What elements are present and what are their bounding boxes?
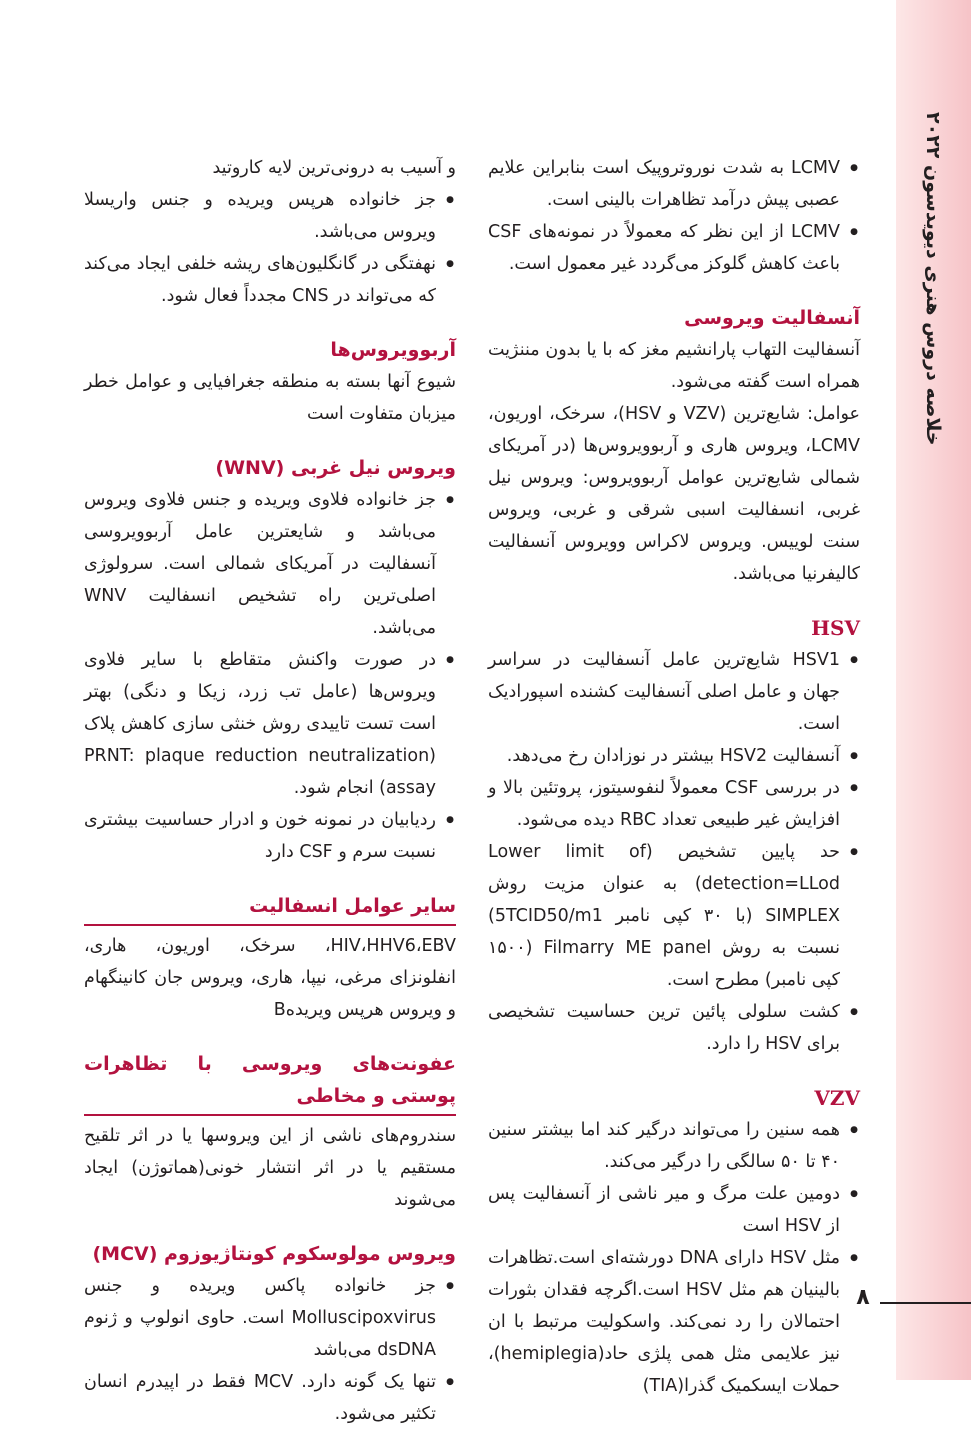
list-item: ● در بررسی CSF معمولاً لنفوسیتوز، پروتئین بالا و افزایش غیر طبیعی تعداد RBC دیده می‌شود. [488,772,860,836]
paragraph: HIV،HHV6،EBV، سرخک، اوریون، هاری، انفلونزای مرغی، نیپا، هاری، ویروس جان کانینگهام و ویروس هرپس ویریده‌B [84,936,456,1020]
paragraph: آنسفالیت التهاب پارانشیم مغز که با یا بدون مننژیت همراه است گفته می‌شود. [488,340,860,392]
mcv-bullets [84,1270,456,1430]
intro-bullets [488,152,860,280]
list-item: ● آنسفالیت HSV2 بیشتر در نوزادان رخ می‌دهد. [488,740,860,772]
heading-vzv: VZV [814,1086,860,1110]
page-number: ۸ [856,1285,870,1310]
hsv-bullets [488,644,860,1060]
page-number-rule [880,1302,971,1304]
herpes-bullets [84,184,456,312]
left-column [84,152,456,1430]
list-item: ● دومین علت مرگ و میر ناشی از آنسفالیت پس از HSV است [488,1178,860,1242]
heading-wnv: ویروس نیل غربی (WNV) [215,457,456,479]
list-item: ● جز خانواده پاکس ویریده و جنس Molluscipoxvirus است. حاوی انولوپ و ژنوم dsDNA می‌باشد [84,1270,456,1366]
list-item: ● LCMV به شدت نوروتروپیک است بنابراین علایم عصبی پیش درآمد تظاهرات بالینی است. [488,152,860,216]
list-item: ● مثل HSV دارای DNA دورشته‌ای است.تظاهرات بالینیان هم مثل HSV است.اگرچه فقدان بثورات احتمالان را رد نمی‌کند. واسکولیت مرتبط با ان نیز علایمی مثل همی پلژی حاد(hemiplegia)، حملات ایسکمیک گذرا(TIA) [488,1242,860,1402]
book-title: خلاصه دروس هنری دیویدسون ۲۰۲۲ [922,111,944,445]
wnv-bullets [84,484,456,868]
heading-arboviruses: آربوویروس‌ها [330,339,456,361]
heading-viral-encephalitis: آنسفالیت ویروسی [684,307,860,329]
continuation-text: و آسیب به درونی‌ترین لایه کاروتید [212,158,456,178]
paragraph: سندروم‌های ناشی از این ویروسها یا در اثر تلقیح مستقیم یا در اثر انتشار خونی(هماتوژن) ایجاد می‌شوند [84,1126,456,1210]
list-item: ● کشت سلولی پائین ترین حساسیت تشخیصی برای HSV را دارد. [488,996,860,1060]
list-item: ● نهفتگی در گانگلیون‌های ریشه خلفی ایجاد می‌کند که می‌تواند در CNS مجدداً فعال شود. [84,248,456,312]
list-item: ● حد پایین تشخیص (Lower limit of detection=LLod) به عنوان مزیت روش SIMPLEX (با ۳۰ کپی نامبر 5TCID50/m1) نسبت به روش Filmarry ME panel (۱۵۰۰ کپی نامبر) مطرح است. [488,836,860,996]
heading-other-agents: سایر عوامل انسفالیت [84,890,456,926]
list-item: ● جز خانواده فلاوی ویریده و جنس فلاوی ویروس می‌باشد و شایعترین عامل آربوویروسی آنسفالیت در آمریکای شمالی است. سرولوژی اصلی‌ترین راه تشخیص انسفالیت WNV می‌باشد. [84,484,456,644]
heading-mcv: ویروس مولوسکوم کونتاژیوزوم (MCV) [92,1243,456,1265]
heading-skin-infections: عفونت‌های ویروسی با تظاهرات پوستی و مخاطی [84,1048,456,1116]
paragraph: شیوع آنها بسته به منطقه جغرافیایی و عوامل خطر میزبان متفاوت است [84,372,456,424]
list-item: ● همه سنین را می‌تواند درگیر کند اما بیشتر سنین ۴۰ تا ۵۰ سالگی را درگیر می‌کند. [488,1114,860,1178]
list-item: ● HSV1 شایع‌ترین عامل آنسفالیت در سراسر جهان و عامل اصلی آنسفالیت کشنده اسپورادیک است. [488,644,860,740]
list-item: ● در صورت واکنش متقاطع با سایر فلاوی ویروس‌ها (عامل تب زرد، زیکا و دنگی) بهتر است تست تاییدی روش خنثی سازی کاهش پلاک (PRNT: plaque reduction neutralization assay) انجام شود. [84,644,456,804]
list-item: ● جز خانواده هرپس ویریده و جنس واریسلا ویروس می‌باشد. [84,184,456,248]
list-item: ● LCMV از این نظر که معمولاً در نمونه‌های CSF باعث کاهش گلوکز می‌گردد غیر معمول است. [488,216,860,280]
right-column [488,152,860,1402]
vzv-bullets [488,1114,860,1402]
heading-hsv: HSV [811,616,860,640]
list-item: ● تنها یک گونه دارد. MCV فقط در اپیدرم انسان تکثیر می‌شود. [84,1366,456,1430]
list-item: ● ردیابیان در نمونه خون و ادرار حساسیت بیشتری نسبت سرم و CSF دارد [84,804,456,868]
paragraph: عوامل: شایع‌ترین (VZV و HSV)، سرخک، اوریون، LCMV، ویروس هاری و آربوویروس‌ها (در آمریکای شمالی شایع‌ترین عوامل آربوویروس: ویروس نیل غربی، انسفالیت اسبی شرقی و غربی، ویروس سنت لوییس. ویروس لاکراس وویروس آنسفالیت کالیفرنیا می‌باشد. [488,404,860,584]
